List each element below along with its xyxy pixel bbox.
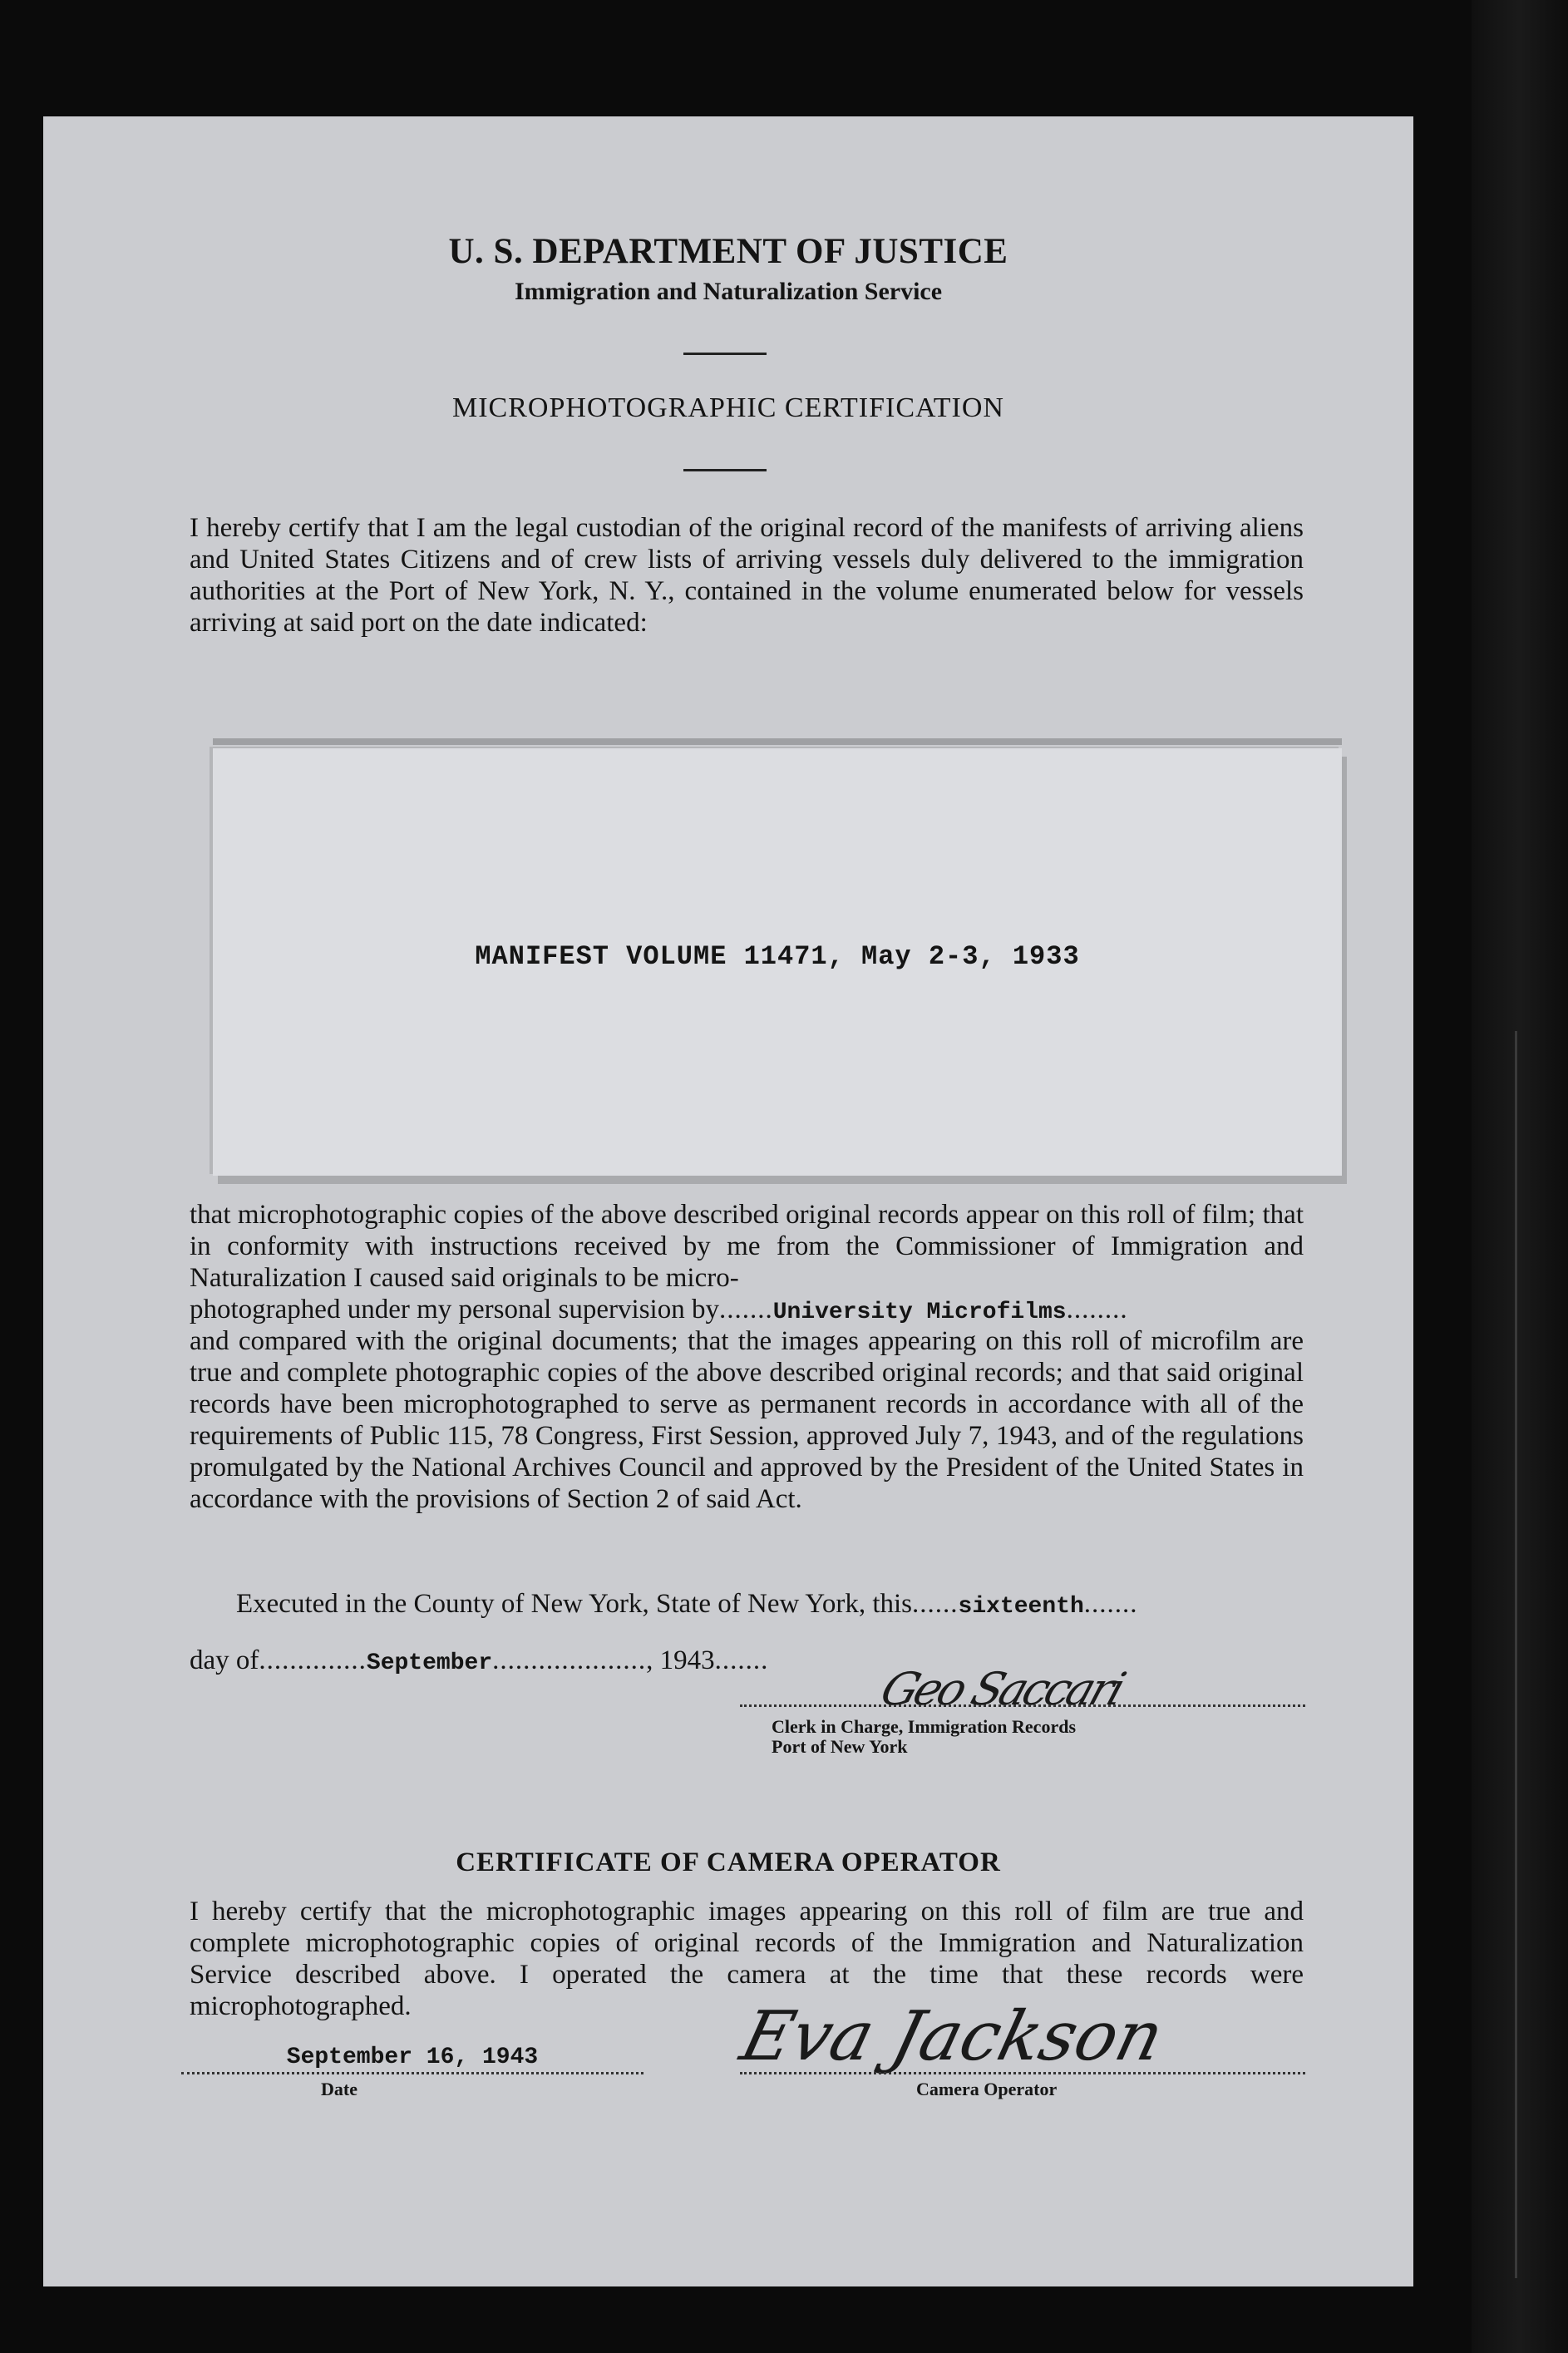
clerk-signature: Geo Saccari: [874, 1663, 1129, 1715]
custodian-paragraph: I hereby certify that I am the legal custodian of the original record of the manifests of arriving aliens and United States Citizens and of crew lists of arriving vessels duly delivered to the immigration authorities at the Port of New York, N. Y., contained in the volume enumerated below for vessels arriving at said port on the date indicated:: [190, 513, 1304, 638]
executed-line: [236, 1588, 1350, 1623]
operator-signature-line: [740, 2072, 1305, 2074]
supervision-value: University Microfilms: [772, 1300, 1067, 1325]
film-edge: [1472, 0, 1568, 2353]
compared-paragraph: and compared with the original documents; that the images appearing on this roll of microfilm are true and complete photographic copies of the above described original records; and that said original records have been microphotographed to serve as permanent records in accordance with all of the requirements of Public 115, 78 Congress, First Session, approved July 7, 1943, and of the regulations promulgated by the National Archives Council and approved by the President of the United States in accordance with the provisions of Section 2 of said Act.: [190, 1326, 1304, 1514]
dot-leader: .......: [714, 1645, 769, 1675]
dot-leader: ....................: [492, 1645, 647, 1675]
card-shadow: [213, 738, 1342, 745]
supervision-prefix: photographed under my personal supervision by: [190, 1295, 719, 1324]
operator-signature: Eva Jackson: [733, 1997, 1171, 2076]
dot-leader: ......: [912, 1589, 959, 1619]
date-value: September 16, 1943: [286, 2045, 539, 2070]
executed-prefix: Executed in the County of New York, State of New York, this: [236, 1589, 913, 1619]
manifest-volume-text: MANIFEST VOLUME 11471, May 2-3, 1933: [475, 941, 1080, 972]
dot-leader: .......: [718, 1295, 773, 1324]
manifest-insert-card: [213, 748, 1342, 1176]
year-prefix: , 194: [646, 1645, 702, 1675]
service-subtitle: Immigration and Naturalization Service: [514, 278, 943, 305]
film-copies-paragraph: that microphotographic copies of the above described original records appear on this roll of film; that in conformity with instructions received by me from the Commissioner of Immigration and Naturalization I caused said originals to be micro-: [190, 1200, 1304, 1293]
camera-operator-statement: I hereby certify that the microphotographic images appearing on this roll of film are true and complete microphotographic copies of original records of the Immigration and Naturalization Service described above. I operated the camera at the time that these records were microphotographed.: [190, 1897, 1304, 2021]
year-digit: 3: [701, 1645, 715, 1675]
operator-label: Camera Operator: [916, 2079, 1058, 2099]
dot-leader: ........: [1066, 1295, 1128, 1324]
day-line: [190, 1645, 1304, 1680]
divider-rule: [683, 469, 767, 471]
supervision-line: [190, 1294, 1304, 1329]
date-label: Date: [321, 2079, 357, 2099]
clerk-title-line1: Clerk in Charge, Immigration Records: [772, 1716, 1077, 1737]
date-field: [181, 2039, 643, 2074]
month-value: September: [366, 1650, 493, 1676]
clerk-title-line2: Port of New York: [772, 1736, 908, 1757]
film-scratch-line: [1515, 1031, 1517, 2278]
camera-operator-heading: CERTIFICATE OF CAMERA OPERATOR: [456, 1847, 1001, 1877]
divider-rule: [683, 353, 767, 355]
clerk-title: [772, 1717, 1076, 1757]
department-title: U. S. DEPARTMENT OF JUSTICE: [448, 232, 1008, 271]
dot-leader: ..............: [259, 1645, 367, 1675]
day-prefix: day of: [190, 1645, 259, 1675]
date-line: [181, 2072, 643, 2074]
certification-heading: MICROPHOTOGRAPHIC CERTIFICATION: [451, 392, 1004, 423]
certificate-page: [43, 116, 1413, 2286]
executed-day-value: sixteenth: [958, 1594, 1084, 1620]
clerk-signature-line: [740, 1704, 1305, 1707]
dot-leader: .......: [1083, 1589, 1138, 1619]
